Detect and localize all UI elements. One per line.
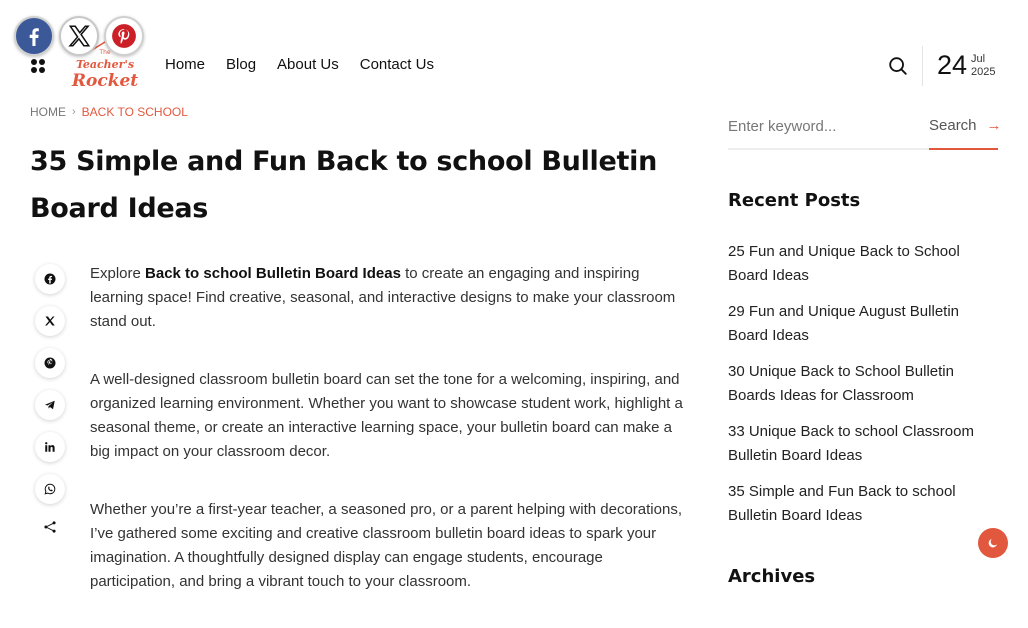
header-search-icon[interactable] [887, 55, 909, 77]
date-year: 2025 [971, 66, 996, 78]
header-divider [922, 46, 923, 86]
date-month: Jul [971, 53, 986, 65]
breadcrumb-category[interactable]: BACK TO SCHOOL [81, 105, 188, 119]
breadcrumb-home[interactable]: HOME [30, 105, 66, 119]
more-icon [43, 520, 57, 534]
intro-paragraph [90, 262, 690, 334]
main-nav [165, 56, 434, 73]
recent-post-link[interactable]: 29 Fun and Unique August Bulletin Board Ideas [728, 303, 959, 344]
facebook-icon [44, 273, 56, 285]
logo-line-1: The [99, 49, 111, 56]
nav-contact-us[interactable]: Contact Us [359, 56, 434, 73]
recent-post-link[interactable]: 25 Fun and Unique Back to School Board Ideas [728, 243, 960, 284]
share-more-button[interactable] [35, 516, 65, 538]
recent-post-link[interactable]: 35 Simple and Fun Back to school Bulletin Board Ideas [728, 483, 956, 524]
post-content [90, 262, 690, 628]
share-bar [35, 264, 65, 538]
sidebar-search-button[interactable] [929, 112, 1002, 150]
logo-line-2: Teacher's [75, 58, 135, 71]
floating-social-bar [14, 16, 144, 56]
pinterest-icon [111, 23, 137, 49]
share-whatsapp-button[interactable] [35, 474, 65, 504]
site-header [0, 40, 1028, 90]
x-icon [44, 315, 56, 327]
search-button-label: Search [929, 117, 977, 134]
linkedin-icon [44, 441, 56, 453]
x-icon [66, 23, 92, 49]
whatsapp-icon [44, 483, 56, 495]
intro-text-start: Explore [90, 265, 146, 282]
recent-posts-list [728, 240, 998, 540]
archives-heading: Archives [728, 566, 816, 587]
share-facebook-button[interactable] [35, 264, 65, 294]
nav-blog[interactable]: Blog [226, 56, 257, 73]
telegram-icon [44, 399, 56, 411]
breadcrumb [30, 105, 188, 119]
sidebar-search [728, 112, 1002, 150]
logo-line-3: Rocket [71, 71, 139, 91]
share-telegram-button[interactable] [35, 390, 65, 420]
recent-post-link[interactable]: 30 Unique Back to School Bulletin Boards Ideas for Classroom [728, 363, 954, 404]
dark-mode-toggle[interactable] [978, 528, 1008, 558]
arrow-right-icon: → [986, 117, 1002, 134]
intro-text-end: to create an engaging and inspiring learning space! Find creative, seasonal, and interactive designs to make your classroom stand out. [90, 265, 676, 330]
share-linkedin-button[interactable] [35, 432, 65, 462]
menu-grid-icon[interactable] [31, 59, 45, 73]
recent-post-link[interactable]: 33 Unique Back to school Classroom Bulletin Board Ideas [728, 423, 974, 464]
post-title: 35 Simple and Fun Back to school Bulletin Board Ideas [30, 146, 657, 224]
pinterest-icon [44, 357, 56, 369]
moon-icon [987, 537, 999, 549]
nav-about-us[interactable]: About Us [277, 56, 339, 73]
body-paragraph-1: A well-designed classroom bulletin board can set the tone for a welcoming, inspiring, and organized learning environment. Whether you want to showcase student work, highlight a seasonal theme, or create an interactive learning space, your bulletin board can make a big impact on your classroom decor. [90, 371, 683, 460]
nav-home[interactable]: Home [165, 56, 206, 73]
chevron-right-icon: › [72, 106, 76, 118]
share-x-button[interactable] [35, 306, 65, 336]
recent-posts-heading: Recent Posts [728, 190, 861, 211]
floating-pinterest-button[interactable] [104, 16, 144, 56]
intro-keyword: Back to school Bulletin Board Ideas [145, 265, 401, 282]
sidebar-search-input[interactable] [728, 112, 918, 140]
body-paragraph-2: Whether you’re a first-year teacher, a seasoned pro, or a parent helping with decorations, I’ve gathered some exciting and creative classroom bulletin board ideas to spark your imagination. A thoughtfully designed display can engage students, encourage participation, and bring a vibrant touch to your classroom. [90, 501, 682, 590]
floating-facebook-button[interactable] [14, 16, 54, 56]
date-day: 24 [937, 50, 968, 80]
facebook-icon [22, 24, 46, 48]
share-pinterest-button[interactable] [35, 348, 65, 378]
floating-x-button[interactable] [59, 16, 99, 56]
